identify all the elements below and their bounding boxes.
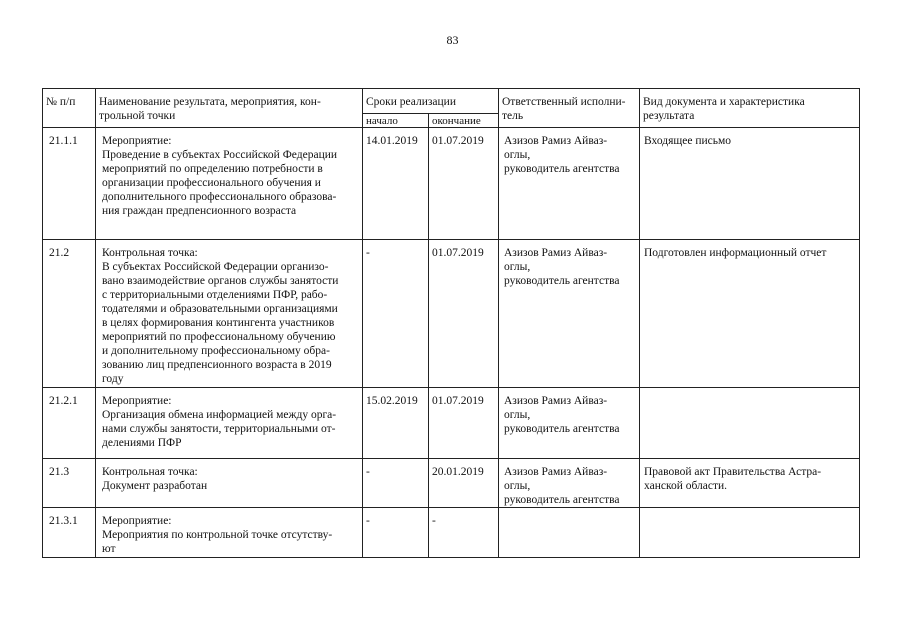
- header-dates: Сроки реализации: [363, 89, 499, 114]
- row-doc: Правовой акт Правительства Астра- ханской области.: [640, 459, 860, 508]
- row-start: 15.02.2019: [363, 388, 429, 459]
- row-name: Контрольная точка: В субъектах Российской Федерации организо- вано взаимодействие органов службы занятости с территориальными отделениями ПФР, рабо- тодателями и образовательными организациями в целях формирования контингента участников мероприятий по профессиональному обучению и дополнительному профессиональному обра- зованию лиц предпенсионного возраста в 2019 году: [96, 240, 363, 388]
- row-start: -: [363, 459, 429, 508]
- row-executor: Азизов Рамиз Айваз- оглы, руководитель агентства: [499, 388, 640, 459]
- row-end: 20.01.2019: [429, 459, 499, 508]
- row-doc: Входящее письмо: [640, 128, 860, 240]
- header-row: [43, 89, 860, 114]
- row-name: Контрольная точка: Документ разработан: [96, 459, 363, 508]
- row-num: 21.1.1: [43, 128, 96, 240]
- row-num: 21.3: [43, 459, 96, 508]
- row-executor: Азизов Рамиз Айваз- оглы, руководитель агентства: [499, 128, 640, 240]
- header-executor: Ответственный исполни- тель: [499, 89, 640, 128]
- header-start: начало: [363, 114, 429, 128]
- header-end: окончание: [429, 114, 499, 128]
- row-executor: Азизов Рамиз Айваз- оглы, руководитель агентства: [499, 240, 640, 388]
- table-row: [43, 459, 860, 508]
- row-executor: [499, 508, 640, 558]
- row-doc: [640, 388, 860, 459]
- row-doc: Подготовлен информационный отчет: [640, 240, 860, 388]
- row-name: Мероприятие: Мероприятия по контрольной точке отсутству- ют: [96, 508, 363, 558]
- row-name: Мероприятие: Организация обмена информацией между орга- нами службы занятости, территориальными от- делениями ПФР: [96, 388, 363, 459]
- header-name: Наименование результата, мероприятия, кон- трольной точки: [96, 89, 363, 128]
- row-executor: Азизов Рамиз Айваз- оглы, руководитель агентства: [499, 459, 640, 508]
- row-num: 21.2.1: [43, 388, 96, 459]
- page-number: 83: [446, 33, 459, 47]
- table-row: [43, 388, 860, 459]
- header-doc: Вид документа и характеристика результата: [640, 89, 860, 128]
- row-end: 01.07.2019: [429, 128, 499, 240]
- table-row: [43, 508, 860, 558]
- table-row: [43, 128, 860, 240]
- table-row: [43, 240, 860, 388]
- row-end: -: [429, 508, 499, 558]
- plan-table: [42, 88, 860, 558]
- row-end: 01.07.2019: [429, 388, 499, 459]
- row-start: -: [363, 240, 429, 388]
- row-doc: [640, 508, 860, 558]
- header-num: № п/п: [43, 89, 96, 128]
- row-name: Мероприятие: Проведение в субъектах Российской Федерации мероприятий по определению потребности в организации профессионального обучения и дополнительного профессионального образова- ния граждан предпенсионного возраста: [96, 128, 363, 240]
- row-num: 21.2: [43, 240, 96, 388]
- row-end: 01.07.2019: [429, 240, 499, 388]
- row-start: 14.01.2019: [363, 128, 429, 240]
- row-start: -: [363, 508, 429, 558]
- row-num: 21.3.1: [43, 508, 96, 558]
